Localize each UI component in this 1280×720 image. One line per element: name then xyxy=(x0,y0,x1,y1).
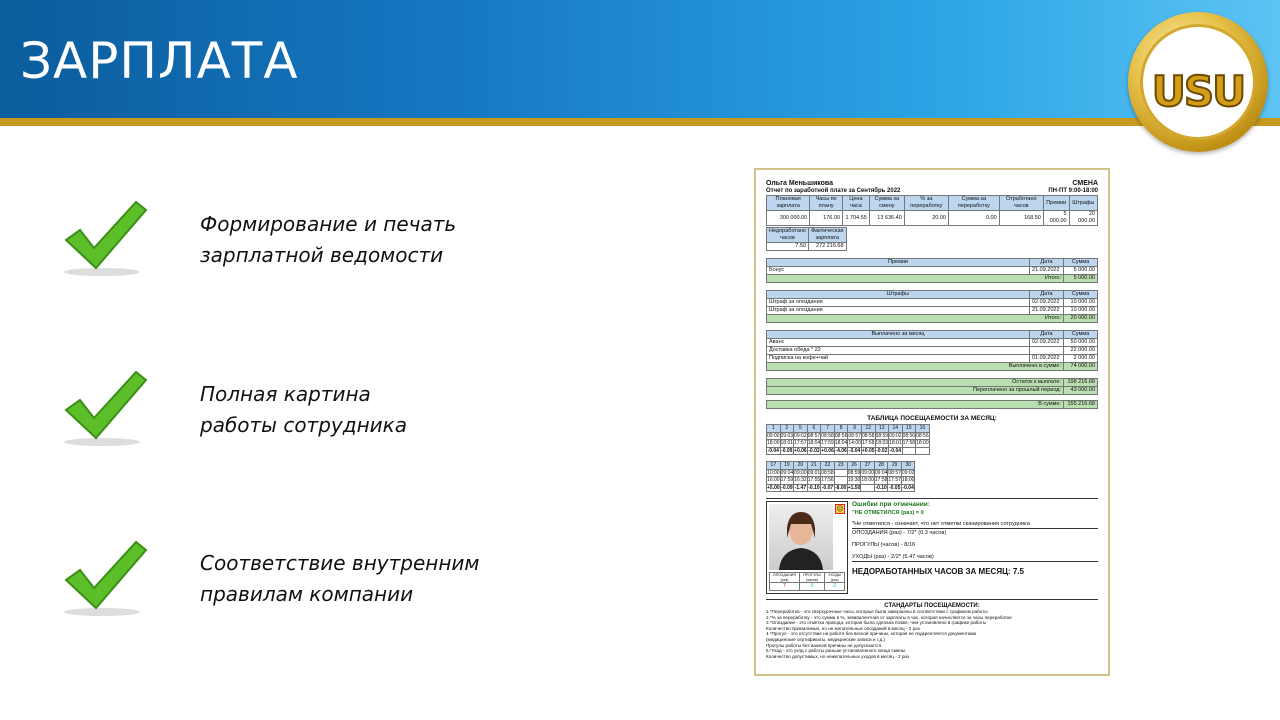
errors-title: Ошибки при отмечании: xyxy=(852,501,930,508)
attendance-table-2: 17 19 20 21 22 23 26 27 28 29 30 10:00 09:04 09:00 09:01 08:58 08:59 09:00 09:04 08:57 09:02 16:00 17:59 16:32 17:55 17:56 19:30 18:00 17:58 17:57 18:00 +5.00 -0.09 -1.47 -0.10 -0.07 -8.00 +1.50 -0.10 -0.05 -0.04 xyxy=(767,462,915,491)
shift-label: СМЕНА xyxy=(1072,180,1098,187)
bonus-table: Премии Дата Сумма Бонус 21.09.2022 5 000.00 Итого: 5 000.00 xyxy=(766,258,1098,283)
schedule: ПН-ПТ 9:00-18:00 xyxy=(1048,188,1098,194)
checkmark-icon xyxy=(60,198,150,278)
underwork-month: НЕДОРАБОТАННЫХ ЧАСОВ ЗА МЕСЯЦ: 7.5 xyxy=(852,567,1024,576)
paid-table: Выплачено за месяц Дата Сумма Аванс 02.09.2022 50 000.00 Доставка обеда * 22 22 000.00 Подписка на кофе+чай 01.09.2022 2 000.00 Выплачено в сумме: 74 000.00 xyxy=(766,330,1098,371)
feature-company-rules: Соответствие внутренним правилам компании xyxy=(200,551,480,606)
underwork-table: Недоработано часов Фактическая зарплата 7.50 272 216.68 xyxy=(766,227,847,251)
page-title: ЗАРПЛАТА xyxy=(20,32,299,90)
employee-photo xyxy=(769,504,833,570)
absent-line: ПРОГУЛЫ (часов) - 8/16 xyxy=(852,542,916,548)
report-subtitle: Отчет по заработной плате за Сентябрь 2022 xyxy=(766,188,901,194)
leave-line: УХОДЫ (раз) - 2/2* (5.47 часов) xyxy=(852,553,1098,562)
feature-payroll: Формирование и печать зарплатной ведомости xyxy=(200,212,457,267)
total-table: В сумме: 155 216.68 xyxy=(766,400,1098,409)
checkmark-icon xyxy=(60,368,150,448)
attendance-title: ТАБЛИЦА ПОСЕЩАЕМОСТИ ЗА МЕСЯЦ: xyxy=(867,415,997,422)
attendance-table-1: 1 2 5 6 7 8 9 12 13 14 15 16 09:00 09:03 09:02 08:57 08:58 08:56 08:57 08:58 08:59 09:02 08:56 08:56 18:00 18:01 17:57 18:04 17:59 18:04 14:00 17:58 18:03 18:01 17:58 18:00 -0.04 -0.09 +0.06 -0.02 +0.06 -4.06 -0.04 +0.05 -0.02 -0.04 xyxy=(767,425,929,454)
feature-employee-picture: Полная картина работы сотрудника xyxy=(200,382,407,437)
usu-logo xyxy=(1128,12,1268,152)
logo-text: USU xyxy=(1151,67,1245,116)
standards-list: 1.*Переработка - это сверхурочные часы, которые были завершены в соответствии с графиком работы 2.*% за переработку - это сумма в %, эквивалентная от зарплаты в час, которая начисляется за часы переработки 3.*Опоздание - это отметка прихода, которая была сделана позже, чем установлено в графике работы Количество приемлемых, но не желательных опозданий в месяц - 2 раз 4.*Прогул - это отсутствие на работе без веской причины, которая не подкрепляется документами (медицинские сертификаты, медицинские записи и т.д.) Прогулы работы без важной причины не допускаются. 5.*Уход - это уход с работы раньше установленного конца смены Количество допустимых, но нежелательных уходов в месяц - 2 раз xyxy=(766,609,1012,659)
fines-table: Штрафы Дата Сумма Штраф за опоздания 02.09.2022 10 000.00 Штраф за опоздания 21.09.2022 10 000.00 Итого: 20 000.00 xyxy=(766,290,1098,323)
errors-value: "НЕ ОТМЕТИЛСЯ (раз) = 0 xyxy=(852,510,924,516)
standards-title: СТАНДАРТЫ ПОСЕЩАЕМОСТИ: xyxy=(766,599,1098,609)
payroll-report xyxy=(754,168,1110,676)
error-face-icon: ☹ xyxy=(836,506,844,513)
checkmark-icon xyxy=(60,538,150,618)
counters-table: ОПОЗДАНИЯ (раз) ПРОГУЛЫ (часов) УХОДЫ (раз) 7 8 2 xyxy=(769,572,845,591)
summary-table: Плановая зарплата Часы по плану Цена часа Сумма за смену % за переработку Сумма за переработку Отработано часов Премии Штрафы 300 000.00 176.00 1 704.55 13 636.40 20.00 0.00 168.50 5 000.00 20 000.00 xyxy=(766,195,1098,226)
employee-name: Ольга Меньшикова xyxy=(766,180,834,187)
late-line: ОПОЗДАНИЯ (раз) - 7/2* (0.3 часов) xyxy=(852,530,947,536)
header-divider xyxy=(0,118,1280,126)
balance-table: Остаток к выплате: 198 216.68 Переплачено за прошлый период: 43 000.00 xyxy=(766,378,1098,395)
errors-note: *Не отметился - означает, что нет отметки сканирования сотрудника xyxy=(852,520,1098,529)
errors-block xyxy=(766,498,1098,594)
